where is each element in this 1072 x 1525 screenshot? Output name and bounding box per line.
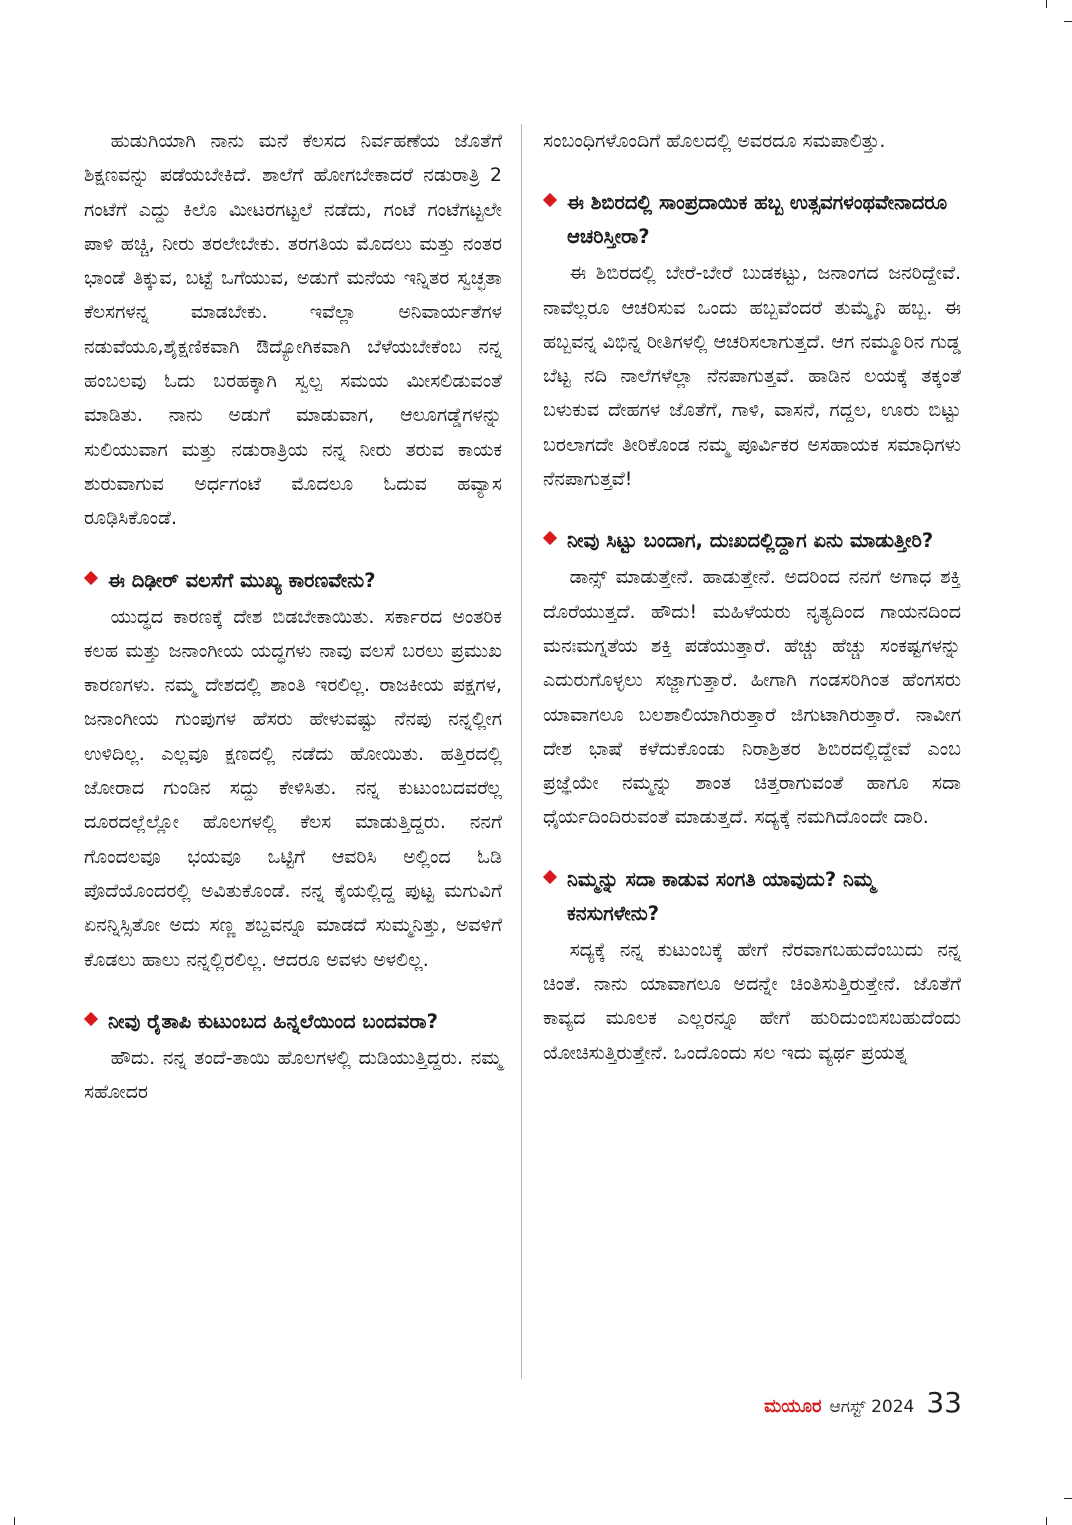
crop-mark	[1064, 1498, 1072, 1499]
crop-mark	[1046, 0, 1047, 8]
answer-paragraph: ಸಂಬಂಧಿಗಳೊಂದಿಗೆ ಹೊಲದಲ್ಲಿ ಅವರದೂ ಸಮಪಾಲಿತ್ತು.	[543, 130, 886, 152]
diamond-bullet-icon	[543, 531, 557, 545]
question-heading	[84, 1005, 502, 1039]
crop-mark	[1064, 21, 1072, 22]
crop-mark	[14, 1517, 15, 1525]
right-column	[543, 124, 961, 1070]
column-divider	[521, 124, 522, 1379]
answer-paragraph: ಹುಡುಗಿಯಾಗಿ ನಾನು ಮನೆ ಕೆಲಸದ ನಿರ್ವಹಣೆಯ ಜೊತೆಗೆ ಶಿಕ್ಷಣವನ್ನು ಪಡೆಯಬೇಕಿದೆ. ಶಾಲೆಗೆ ಹೋಗಬೇಕಾದರೆ ನಡುರಾತ್ರಿ 2 ಗಂಟೆಗೆ ಎದ್ದು ಕಿಲೊ ಮೀಟರಗಟ್ಟಲೆ ನಡೆದು, ಗಂಟೆ ಗಂಟೆಗಟ್ಟಲೇ ಪಾಳಿ ಹಚ್ಚಿ, ನೀರು ತರಲೇಬೇಕು. ತರಗತಿಯ ಮೊದಲು ಮತ್ತು ನಂತರ ಭಾಂಡೆ ತಿಕ್ಕುವ, ಬಟ್ಟೆ ಒಗೆಯುವ, ಅಡುಗೆ ಮನೆಯ ಇನ್ನಿತರ ಸ್ವಚ್ಛತಾ ಕೆಲಸಗಳನ್ನ ಮಾಡಬೇಕು. ಇವೆಲ್ಲಾ ಅನಿವಾರ್ಯತೆಗಳ ನಡುವೆಯೂ,ಶೈಕ್ಷಣಿಕವಾಗಿ ಔದ್ಯೋಗಿಕವಾಗಿ ಬೆಳೆಯಬೇಕೆಂಬ ನನ್ನ ಹಂಬಲವು ಓದು ಬರಹಕ್ಕಾಗಿ ಸ್ವಲ್ಪ ಸಮಯ ಮೀಸಲಿಡುವಂತೆ ಮಾಡಿತು. ನಾನು ಅಡುಗೆ ಮಾಡುವಾಗ, ಆಲೂಗಡ್ಡೆಗಳನ್ನು ಸುಲಿಯುವಾಗ ಮತ್ತು ನಡುರಾತ್ರಿಯ ನನ್ನ ನೀರು ತರುವ ಕಾಯಕ ಶುರುವಾಗುವ ಅರ್ಧಗಂಟೆ ಮೊದಲೂ ಓದುವ ಹವ್ಯಾಸ ರೂಢಿಸಿಕೊಂಡೆ.	[84, 130, 502, 530]
issue-date: ಆಗಸ್ಟ್ 2024	[829, 1397, 915, 1417]
page-number: 33	[926, 1386, 962, 1419]
page-footer	[764, 1386, 962, 1419]
question-heading	[543, 524, 961, 558]
question-heading	[84, 564, 502, 598]
diamond-bullet-icon	[84, 1012, 98, 1026]
answer-paragraph: ಈ ಶಿಬಿರದಲ್ಲಿ ಬೇರೆ-ಬೇರೆ ಬುಡಕಟ್ಟು, ಜನಾಂಗದ ಜನರಿದ್ದೇವೆ. ನಾವೆಲ್ಲರೂ ಆಚರಿಸುವ ಒಂದು ಹಬ್ಬವೆಂದರೆ ತುಮ್ಮೈನಿ ಹಬ್ಬ. ಈ ಹಬ್ಬವನ್ನ ವಿಭಿನ್ನ ರೀತಿಗಳಲ್ಲಿ ಆಚರಿಸಲಾಗುತ್ತದೆ. ಆಗ ನಮ್ಮೂರಿನ ಗುಡ್ಡ ಬೆಟ್ಟ ನದಿ ನಾಲೆಗಳೆಲ್ಲಾ ನೆನಪಾಗುತ್ತವೆ. ಹಾಡಿನ ಲಯಕ್ಕೆ ತಕ್ಕಂತೆ ಬಳುಕುವ ದೇಹಗಳ ಜೊತೆಗೆ, ಗಾಳಿ, ವಾಸನೆ, ಗದ್ದಲ, ಊರು ಬಿಟ್ಟು ಬರಲಾಗದೇ ತೀರಿಕೊಂಡ ನಮ್ಮ ಪೂರ್ವಿಕರ ಅಸಹಾಯಕ ಸಮಾಧಿಗಳು ನೆನಪಾಗುತ್ತವೆ!	[543, 262, 961, 491]
answer-paragraph: ಯುದ್ಧದ ಕಾರಣಕ್ಕೆ ದೇಶ ಬಿಡಬೇಕಾಯಿತು. ಸರ್ಕಾರದ ಅಂತರಿಕ ಕಲಹ ಮತ್ತು ಜನಾಂಗೀಯ ಯದ್ಧಗಳು ನಾವು ವಲಸೆ ಬರಲು ಪ್ರಮುಖ ಕಾರಣಗಳು. ನಮ್ಮ ದೇಶದಲ್ಲಿ ಶಾಂತಿ ಇರಲಿಲ್ಲ. ರಾಜಕೀಯ ಪಕ್ಷಗಳ, ಜನಾಂಗೀಯ ಗುಂಪುಗಳ ಹೆಸರು ಹೇಳುವಷ್ಟು ನೆನಪು ನನ್ನಲ್ಲೀಗ ಉಳಿದಿಲ್ಲ. ಎಲ್ಲವೂ ಕ್ಷಣದಲ್ಲಿ ನಡೆದು ಹೋಯಿತು. ಹತ್ತಿರದಲ್ಲಿ ಜೋರಾದ ಗುಂಡಿನ ಸದ್ದು ಕೇಳಿಸಿತು. ನನ್ನ ಕುಟುಂಬದವರೆಲ್ಲ ದೂರದಲ್ಲೆಲ್ಲೋ ಹೊಲಗಳಲ್ಲಿ ಕೆಲಸ ಮಾಡುತ್ತಿದ್ದರು. ನನಗೆ ಗೊಂದಲವೂ ಭಯವೂ ಒಟ್ಟಿಗೆ ಆವರಿಸಿ ಅಲ್ಲಿಂದ ಓಡಿ ಪೊದೆಯೊಂದರಲ್ಲಿ ಅವಿತುಕೊಂಡೆ. ನನ್ನ ಕೈಯಲ್ಲಿದ್ದ ಪುಟ್ಟ ಮಗುವಿಗೆ ಏನನ್ನಿಸ್ಸಿತೋ ಅದು ಸಣ್ಣ ಶಬ್ದವನ್ನೂ ಮಾಡದೆ ಸುಮ್ಮನಿತ್ತು, ಅವಳಿಗೆ ಕೊಡಲು ಹಾಲು ನನ್ನಲ್ಲಿರಲಿಲ್ಲ. ಆದರೂ ಅವಳು ಅಳಲಿಲ್ಲ.	[84, 605, 502, 971]
answer-paragraph: ಸದ್ಯಕ್ಕೆ ನನ್ನ ಕುಟುಂಬಕ್ಕೆ ಹೇಗೆ ನೆರವಾಗಬಹುದೆಂಬುದು ನನ್ನ ಚಿಂತೆ. ನಾನು ಯಾವಾಗಲೂ ಅದನ್ನೇ ಚಿಂತಿಸುತ್ತಿರುತ್ತೇನೆ. ಜೊತೆಗೆ ಕಾವ್ಯದ ಮೂಲಕ ಎಲ್ಲರನ್ನೂ ಹೇಗೆ ಹುರಿದುಂಬಿಸಬಹುದೆಂದು ಯೋಚಿಸುತ್ತಿರುತ್ತೇನೆ. ಒಂದೊಂದು ಸಲ ಇದು ವ್ಯರ್ಥ ಪ್ರಯತ್ನ	[543, 938, 961, 1064]
answer-paragraph: ಹೌದು. ನನ್ನ ತಂದೆ-ತಾಯಿ ಹೊಲಗಳಲ್ಲಿ ದುಡಿಯುತ್ತಿದ್ದರು. ನಮ್ಮ ಸಹೋದರ	[84, 1046, 502, 1104]
question-text: ನೀವು ರೈತಾಪಿ ಕುಟುಂಬದ ಹಿನ್ನಲೆಯಿಂದ ಬಂದವರಾ?	[108, 1009, 438, 1033]
diamond-bullet-icon	[543, 870, 557, 884]
question-text: ಈ ದಿಢೀರ್ ವಲಸೆಗೆ ಮುಖ್ಯ ಕಾರಣವೇನು?	[108, 568, 376, 592]
diamond-bullet-icon	[543, 193, 557, 207]
question-text: ನಿಮ್ಮನ್ನು ಸದಾ ಕಾಡುವ ಸಂಗತಿ ಯಾವುದು? ನಿಮ್ಮ ಕನಸುಗಳೇನು?	[567, 867, 875, 925]
crop-mark	[1046, 1517, 1047, 1525]
diamond-bullet-icon	[84, 570, 98, 584]
question-heading	[543, 186, 961, 254]
question-text: ನೀವು ಸಿಟ್ಟು ಬಂದಾಗ, ದುಃಖದಲ್ಲಿದ್ದಾಗ ಏನು ಮಾಡುತ್ತೀರಿ?	[567, 529, 934, 553]
magazine-logo: ಮಯೂರ	[764, 1396, 822, 1417]
answer-paragraph: ಡಾನ್ಸ್ ಮಾಡುತ್ತೇನೆ. ಹಾಡುತ್ತೇನೆ. ಅದರಿಂದ ನನಗೆ ಅಗಾಧ ಶಕ್ತಿ ದೊರೆಯುತ್ತದೆ. ಹೌದು! ಮಹಿಳೆಯರು ನೃತ್ಯದಿಂದ ಗಾಯನದಿಂದ ಮನಃಮಗ್ನತೆಯ ಶಕ್ತಿ ಪಡೆಯುತ್ತಾರೆ. ಹೆಚ್ಚು ಹೆಚ್ಚು ಸಂಕಷ್ಟಗಳನ್ನು ಎದುರುಗೊಳ್ಳಲು ಸಜ್ಜಾಗುತ್ತಾರೆ. ಹೀಗಾಗಿ ಗಂಡಸರಿಗಿಂತ ಹೆಂಗಸರು ಯಾವಾಗಲೂ ಬಲಶಾಲಿಯಾಗಿರುತ್ತಾರೆ ಜಿಗುಟಾಗಿರುತ್ತಾರೆ. ನಾವೀಗ ದೇಶ ಭಾಷೆ ಕಳೆದುಕೊಂಡು ನಿರಾಶ್ರಿತರ ಶಿಬಿರದಲ್ಲಿದ್ದೇವೆ ಎಂಬ ಪ್ರಜ್ಞೆಯೇ ನಮ್ಮನ್ನು ಶಾಂತ ಚಿತ್ತರಾಗುವಂತೆ ಹಾಗೂ ಸದಾ ಧೈರ್ಯದಿಂದಿರುವಂತೆ ಮಾಡುತ್ತದೆ. ಸದ್ಯಕ್ಕೆ ನಮಗಿದೊಂದೇ ದಾರಿ.	[543, 566, 961, 829]
question-text: ಈ ಶಿಬಿರದಲ್ಲಿ ಸಾಂಪ್ರದಾಯಿಕ ಹಬ್ಬ ಉತ್ಸವಗಳಂಥವೇನಾದರೂ ಆಚರಿಸ್ತೀರಾ?	[567, 191, 948, 249]
question-heading	[543, 863, 961, 931]
left-column	[84, 124, 502, 1109]
